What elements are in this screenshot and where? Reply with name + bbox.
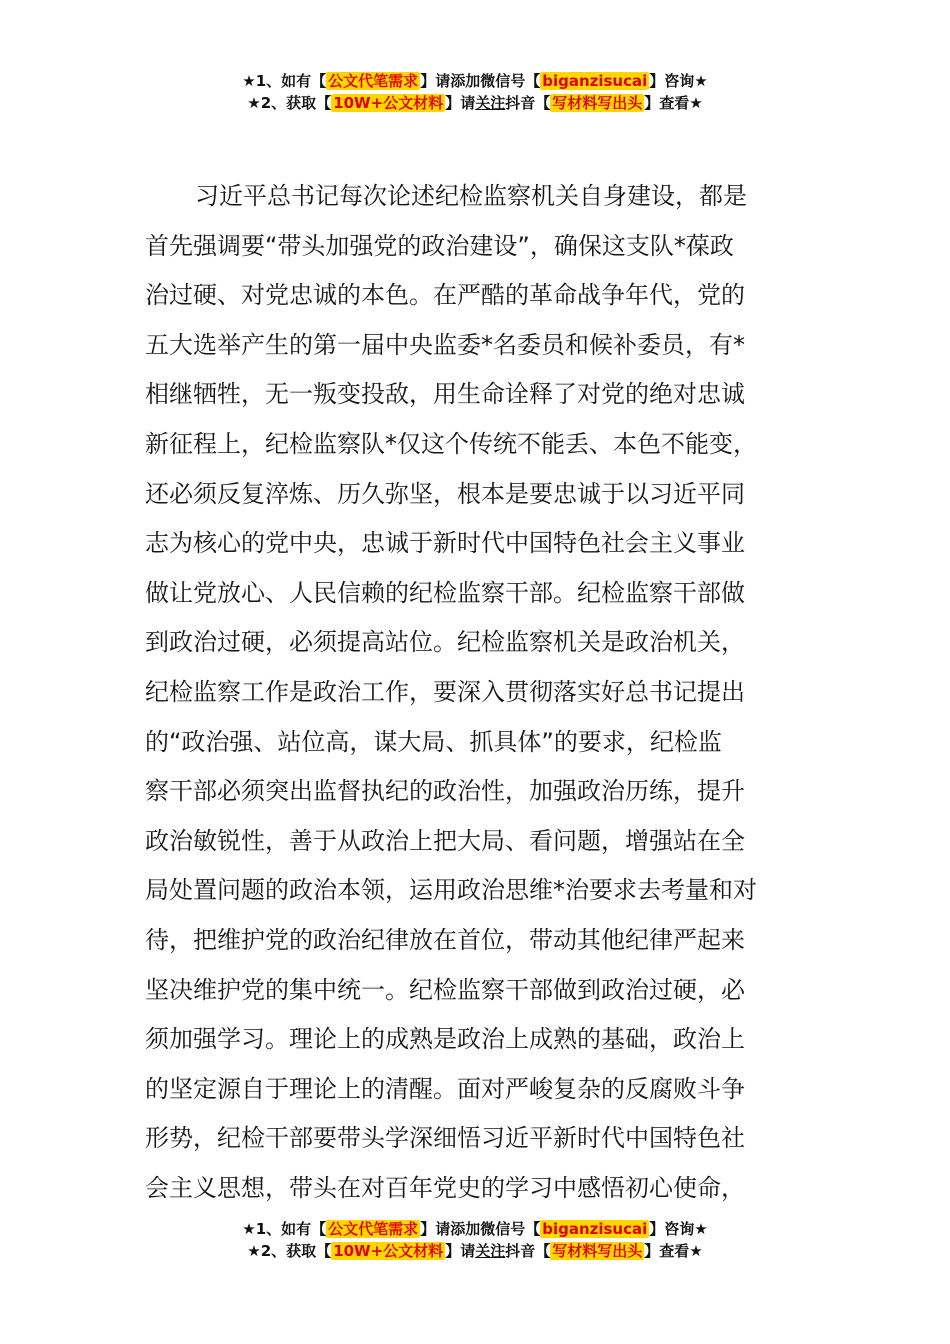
banner-text: 】请 [445, 1242, 476, 1260]
footer-banner [0, 1218, 950, 1262]
banner-highlight-materials: 10W+公文材料 [333, 1242, 444, 1260]
body-line: 坚决维护党的集中统一。纪检监察干部做到政治过硬，必 [145, 975, 745, 1004]
banner-text: 】请添加微信号【 [420, 1220, 541, 1238]
banner-text-underlined: 关注 [475, 94, 506, 112]
banner-highlight-service: 公文代笔需求 [328, 72, 419, 90]
body-line: 察干部必须突出监督执纪的政治性，加强政治历练，提升 [145, 777, 745, 806]
banner-text: 】查看★ [644, 94, 703, 112]
body-line: 的“政治强、站位高，谋大局、抓具体”的要求，纪检监 [145, 727, 722, 756]
banner-highlight-wechat-id: biganzisucai [542, 72, 648, 90]
body-line: 到政治过硬，必须提高站位。纪检监察机关是政治机关， [145, 628, 745, 657]
body-line: 志为核心的党中央，忠诚于新时代中国特色社会主义事业 [145, 529, 745, 558]
banner-text: ★1、如有【 [242, 72, 327, 90]
banner-highlight-wechat-id: biganzisucai [542, 1220, 648, 1238]
banner-text: 】请 [445, 94, 476, 112]
body-line: 的坚定源自于理论上的清醒。面对严峻复杂的反腐败斗争 [145, 1074, 745, 1103]
banner-text: 】查看★ [644, 1242, 703, 1260]
banner-line-1 [0, 1218, 950, 1240]
banner-text: ★1、如有【 [242, 1220, 327, 1238]
body-line: 政治敏锐性，善于从政治上把大局、看问题，增强站在全 [145, 826, 745, 855]
body-line: 治过硬、对党忠诚的本色。在严酷的革命战争年代，党的 [145, 281, 745, 310]
header-banner [0, 70, 950, 114]
banner-text: 】咨询★ [649, 72, 708, 90]
body-line: 新征程上，纪检监察队*仅这个传统不能丢、本色不能变， [145, 429, 757, 458]
body-line: 习近平总书记每次论述纪检监察机关自身建设，都是 [195, 182, 747, 210]
body-line: 须加强学习。理论上的成熟是政治上成熟的基础，政治上 [145, 1025, 745, 1054]
body-line: 相继牺牲，无一叛变投敌，用生命诠释了对党的绝对忠诚 [145, 380, 745, 409]
body-line: 还必须反复淬炼、历久弥坚，根本是要忠诚于以习近平同 [145, 479, 745, 508]
document-body [145, 172, 807, 1213]
banner-text: 抖音【 [505, 1242, 551, 1260]
body-line: 局处置问题的政治本领，运用政治思维*治要求去考量和对 [145, 876, 757, 905]
banner-highlight-service: 公文代笔需求 [328, 1220, 419, 1238]
banner-line-1 [0, 70, 950, 92]
banner-text: ★2、获取【 [247, 1242, 332, 1260]
banner-highlight-account: 写材料写出头 [552, 1242, 643, 1260]
banner-line-2 [0, 1240, 950, 1262]
banner-text: 】咨询★ [649, 1220, 708, 1238]
body-line: 首先强调要“带头加强党的政治建设”，确保这支队*葆政 [145, 231, 734, 260]
banner-highlight-materials: 10W+公文材料 [333, 94, 444, 112]
body-line: 形势，纪检干部要带头学深细悟习近平新时代中国特色社 [145, 1124, 745, 1153]
banner-text: 抖音【 [505, 94, 551, 112]
banner-line-2 [0, 92, 950, 114]
banner-text-underlined: 关注 [475, 1242, 506, 1260]
banner-highlight-account: 写材料写出头 [552, 94, 643, 112]
body-line: 做让党放心、人民信赖的纪检监察干部。纪检监察干部做 [145, 578, 745, 607]
body-line: 五大选举产生的第一届中央监委*名委员和候补委员，有* [145, 330, 745, 359]
body-line: 会主义思想，带头在对百年党史的学习中感悟初心使命， [145, 1173, 745, 1202]
body-line: 纪检监察工作是政治工作，要深入贯彻落实好总书记提出 [145, 677, 745, 706]
body-line: 待，把维护党的政治纪律放在首位，带动其他纪律严起来 [145, 925, 745, 954]
banner-text: 】请添加微信号【 [420, 72, 541, 90]
banner-text: ★2、获取【 [247, 94, 332, 112]
